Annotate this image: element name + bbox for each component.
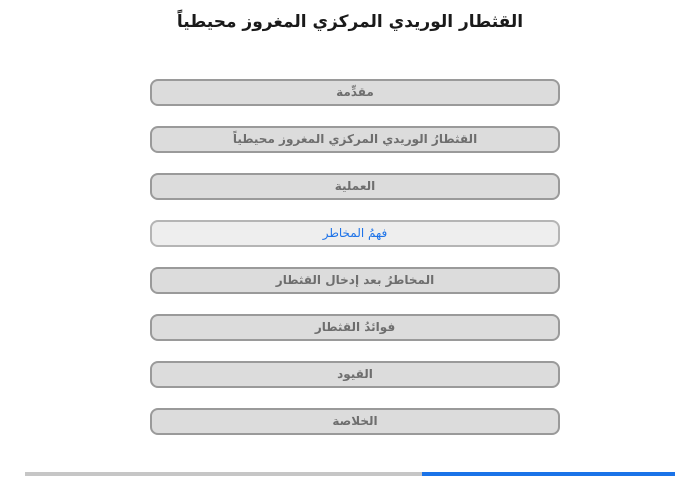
page-title: القثطار الوريدي المركزي المغروز محيطياً — [176, 12, 524, 32]
progress-bar-fill — [422, 472, 676, 476]
menu-item-picc-line[interactable]: القثطارُ الوريدي المركزي المغروز محيطياً — [150, 126, 560, 153]
menu-item-limitations[interactable]: القيود — [150, 361, 560, 388]
menu-item-procedure[interactable]: العملية — [150, 173, 560, 200]
progress-bar — [25, 472, 675, 476]
chapter-menu — [150, 79, 560, 455]
menu-item-risks-after-insertion[interactable]: المخاطرُ بعد إدخال القثطار — [150, 267, 560, 294]
menu-item-summary[interactable]: الخلاصة — [150, 408, 560, 435]
menu-item-benefits[interactable]: فوائدُ القثطار — [150, 314, 560, 341]
menu-item-understanding-risks[interactable]: فهمُ المخاطر — [150, 220, 560, 247]
menu-item-introduction[interactable]: مقدِّمة — [150, 79, 560, 106]
